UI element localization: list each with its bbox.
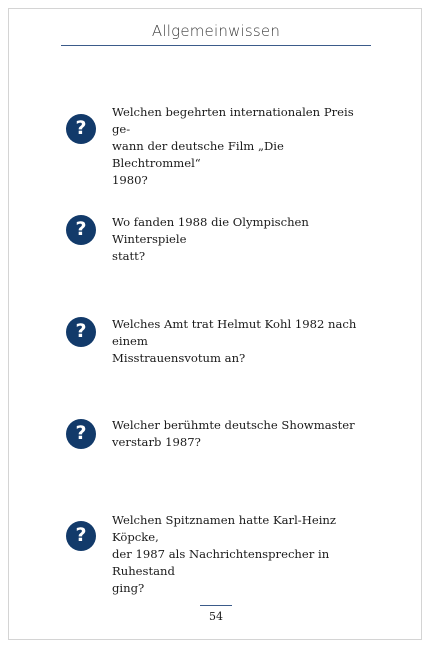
- page-number: 54: [209, 610, 223, 623]
- question-mark-icon: [66, 114, 96, 144]
- question-mark-icon: [66, 215, 96, 245]
- question-mark-symbol: ?: [75, 524, 87, 546]
- question-mark-symbol: ?: [75, 218, 87, 240]
- question-text: Welcher berühmte deutsche Showmaster verstarb 1987?: [112, 418, 355, 449]
- footer-divider: [200, 605, 232, 606]
- question-mark-symbol: ?: [75, 320, 87, 342]
- page-header-title: Allgemeinwissen: [151, 22, 281, 40]
- question-mark-icon: [66, 419, 96, 449]
- question-mark-icon: [66, 317, 96, 347]
- question-text: Welchen begehrten internationalen Preis ge- wann der deutsche Film „Die Blechtrommel“ 1980?: [112, 105, 354, 187]
- question-mark-icon: [66, 521, 96, 551]
- question-text: Wo fanden 1988 die Olympischen Winterspiele statt?: [112, 215, 309, 263]
- question-mark-symbol: ?: [75, 422, 87, 444]
- header-divider: [61, 45, 371, 46]
- question-text: Welchen Spitznamen hatte Karl-Heinz Köpcke, der 1987 als Nachrichtensprecher in Ruhestand ging?: [112, 513, 336, 595]
- question-text: Welches Amt trat Helmut Kohl 1982 nach einem Misstrauensvotum an?: [112, 317, 357, 365]
- question-mark-symbol: ?: [75, 117, 87, 139]
